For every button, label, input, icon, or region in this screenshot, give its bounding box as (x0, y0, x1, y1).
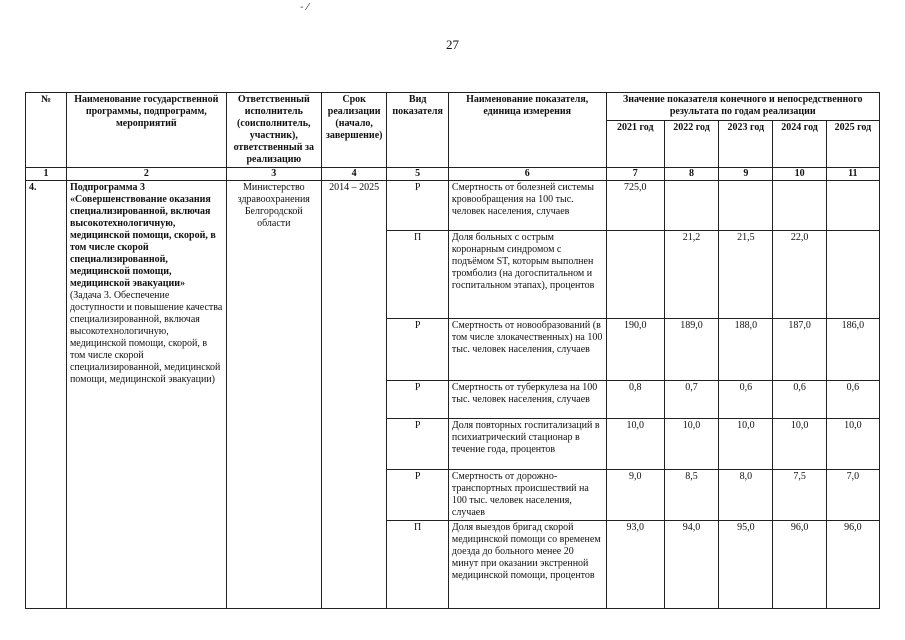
indicator-kind: Р (387, 381, 448, 419)
indicator-value: 186,0 (826, 319, 879, 381)
indicator-kind: П (387, 231, 448, 319)
header-executor: Ответственный исполнитель (соисполнитель, участник), ответственный за реализацию (226, 93, 321, 168)
indicator-name: Доля повторных госпитализаций в психиатрический стационар в течение года, процентов (448, 419, 606, 470)
indicator-value: 187,0 (773, 319, 826, 381)
indicator-name: Доля больных с острым коронарным синдромом с подъёмом ST, которым выполнен тромболиз (на догоспитальном и госпитальном этапах), процентов (448, 231, 606, 319)
header-indicator-kind: Вид показателя (387, 93, 448, 168)
program-cell (66, 181, 226, 609)
indicator-value: 188,0 (719, 319, 773, 381)
indicator-kind: Р (387, 470, 448, 521)
indicator-value: 0,8 (606, 381, 664, 419)
indicator-kind: Р (387, 181, 448, 231)
indicator-value: 21,5 (719, 231, 773, 319)
indicator-value: 0,7 (664, 381, 718, 419)
program-number: 4. (26, 181, 67, 609)
column-number: 2 (66, 168, 226, 181)
indicator-value: 94,0 (664, 521, 718, 609)
indicator-value: 22,0 (773, 231, 826, 319)
program-executor: Министерство здравоохранения Белгородской области (226, 181, 321, 609)
indicator-value: 9,0 (606, 470, 664, 521)
column-number: 5 (387, 168, 448, 181)
header-indicator-name: Наименование показателя, единица измерения (448, 93, 606, 168)
table-body (26, 181, 880, 609)
column-number: 9 (719, 168, 773, 181)
indicator-value: 96,0 (773, 521, 826, 609)
indicator-value (606, 231, 664, 319)
indicator-value (719, 181, 773, 231)
table-header (26, 93, 880, 181)
indicator-value: 93,0 (606, 521, 664, 609)
indicator-value: 7,0 (826, 470, 879, 521)
column-number: 10 (773, 168, 826, 181)
table-row (26, 181, 880, 231)
indicator-kind: П (387, 521, 448, 609)
indicator-value: 8,5 (664, 470, 718, 521)
column-number-row (26, 168, 880, 181)
indicator-value: 190,0 (606, 319, 664, 381)
indicator-value: 10,0 (773, 419, 826, 470)
column-number: 3 (226, 168, 321, 181)
indicator-value: 725,0 (606, 181, 664, 231)
indicator-value: 189,0 (664, 319, 718, 381)
indicators-table (25, 92, 880, 609)
header-year: 2021 год (606, 120, 664, 167)
header-year: 2024 год (773, 120, 826, 167)
indicator-value: 96,0 (826, 521, 879, 609)
indicator-value (664, 181, 718, 231)
indicator-name: Смертность от туберкулеза на 100 тыс. человек населения, случаев (448, 381, 606, 419)
indicator-value: 0,6 (826, 381, 879, 419)
program-period: 2014 – 2025 (321, 181, 387, 609)
indicator-value (773, 181, 826, 231)
indicator-value: 95,0 (719, 521, 773, 609)
indicator-value: 8,0 (719, 470, 773, 521)
column-number: 6 (448, 168, 606, 181)
header-year: 2025 год (826, 120, 879, 167)
column-number: 11 (826, 168, 879, 181)
indicator-value (826, 231, 879, 319)
header-number: № (26, 93, 67, 168)
header-year: 2022 год (664, 120, 718, 167)
program-title: Подпрограмма 3 «Совершенствование оказания специализированной, включая высокотехнологичную, медицинской помощи, скорой, в том числе скорой специализированной, медицинской помощи, медицинской эвакуации» (69, 182, 216, 289)
header-program-name: Наименование государственной программы, подпрограмм, мероприятий (66, 93, 226, 168)
indicator-name: Смертность от дорожно-транспортных происшествий на 100 тыс. человек населения, случаев (448, 470, 606, 521)
indicator-value: 0,6 (719, 381, 773, 419)
column-number: 7 (606, 168, 664, 181)
scan-mark: - ⁄ (300, 2, 309, 13)
header-year: 2023 год (719, 120, 773, 167)
indicator-value: 10,0 (719, 419, 773, 470)
indicator-kind: Р (387, 319, 448, 381)
indicator-value: 0,6 (773, 381, 826, 419)
header-values-group: Значение показателя конечного и непосредственного результата по годам реализации (606, 93, 879, 121)
header-period: Срок реализации (начало, завершение) (321, 93, 387, 168)
indicator-value: 10,0 (606, 419, 664, 470)
indicator-value: 10,0 (664, 419, 718, 470)
indicator-value: 7,5 (773, 470, 826, 521)
indicator-name: Доля выездов бригад скорой медицинской помощи со временем доезда до больного менее 20 минут при оказании экстренной медицинской помощи, процентов (448, 521, 606, 609)
column-number: 1 (26, 168, 67, 181)
page-number: 27 (446, 37, 459, 52)
indicator-kind: Р (387, 419, 448, 470)
indicator-value: 21,2 (664, 231, 718, 319)
indicator-value: 10,0 (826, 419, 879, 470)
column-number: 4 (321, 168, 387, 181)
program-task: (Задача 3. Обеспечение доступности и повышение качества специализированной, включая высокотехнологичную, медицинской помощи, скорой, в том числе скорой специализированной, медицинской помощи, медицинской эвакуации) (69, 290, 223, 385)
column-number: 8 (664, 168, 718, 181)
indicator-value (826, 181, 879, 231)
indicator-name: Смертность от новообразований (в том числе злокачественных) на 100 тыс. человек населения, случаев (448, 319, 606, 381)
indicator-name: Смертность от болезней системы кровообращения на 100 тыс. человек населения, случаев (448, 181, 606, 231)
